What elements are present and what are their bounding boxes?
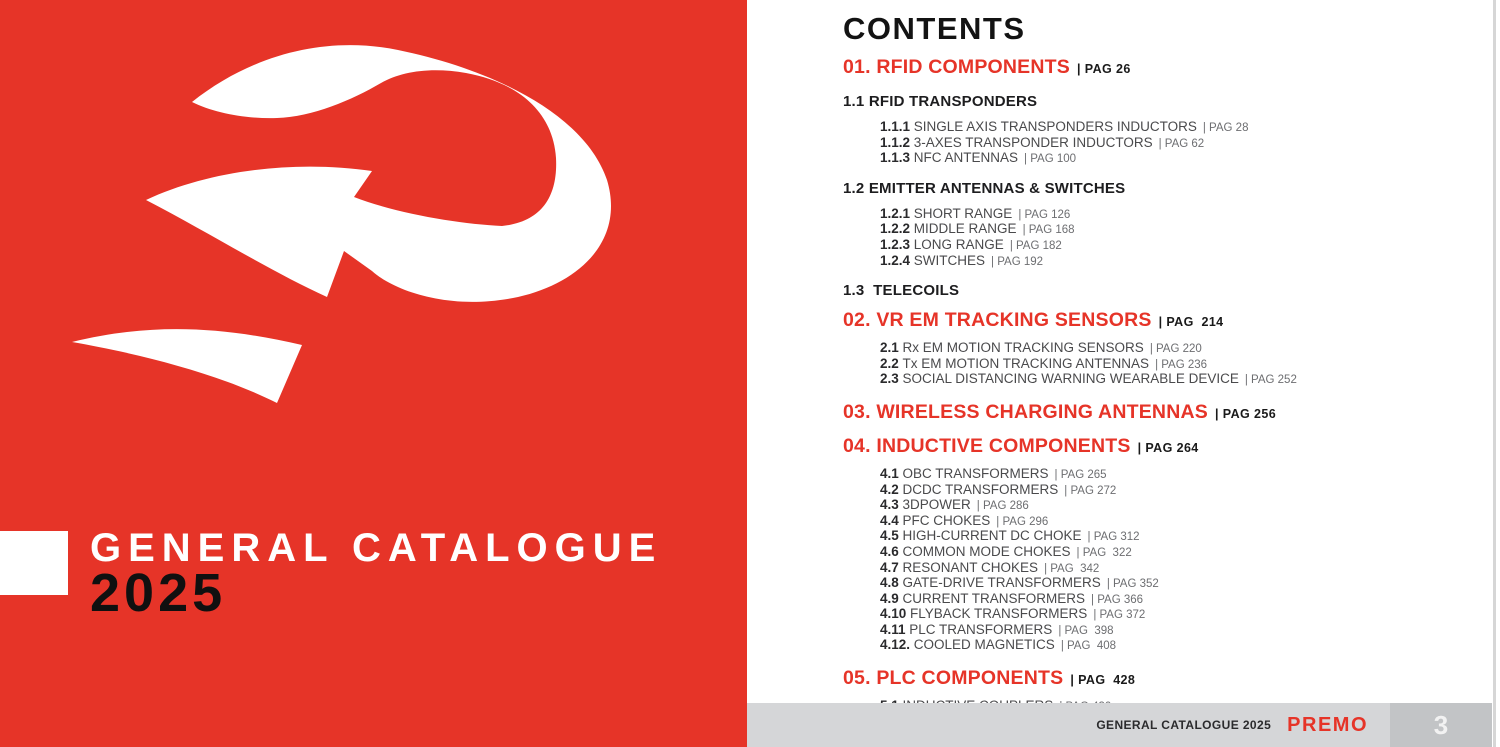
toc-item	[880, 607, 1493, 623]
toc-item-name: CURRENT TRANSFORMERS	[902, 590, 1086, 606]
toc-item-name: RESONANT CHOKES	[902, 559, 1039, 575]
toc-item-name: COOLED MAGNETICS	[913, 637, 1055, 653]
toc-item-pag: | PAG 272	[1064, 484, 1117, 497]
toc-item	[880, 467, 1493, 483]
cover-panel	[0, 0, 747, 747]
toc-item-pag: | PAG 296	[996, 515, 1049, 528]
toc-item-number: 4.6	[880, 543, 903, 559]
toc-item	[880, 136, 1493, 152]
toc-item-number: 4.9	[880, 590, 903, 606]
toc-sections	[843, 56, 1493, 730]
footer-catalogue-label: GENERAL CATALOGUE 2025	[1096, 718, 1272, 732]
toc-section-heading	[843, 56, 1493, 80]
cover-accent-square	[0, 531, 68, 595]
toc-item	[880, 483, 1493, 499]
page-number-badge	[1390, 703, 1492, 747]
toc-item-name: SOCIAL DISTANCING WARNING WEARABLE DEVICE	[902, 371, 1239, 387]
toc-item-number: 4.3	[880, 497, 903, 513]
toc-item-name: SWITCHES	[913, 252, 986, 268]
toc-item-name: FLYBACK TRANSFORMERS	[910, 606, 1088, 622]
toc-item	[880, 623, 1493, 639]
toc-section-pag: | PAG 26	[1077, 62, 1131, 76]
toc-section-pag: | PAG 256	[1214, 406, 1277, 421]
toc-group-heading: 1.3 TELECOILS	[843, 282, 960, 300]
toc-section-heading	[843, 435, 1493, 459]
toc-item-number: 4.10	[880, 606, 911, 622]
toc-item-pag: | PAG 398	[1058, 624, 1114, 637]
toc-item	[880, 151, 1493, 167]
toc-item-number: 1.1.3	[880, 150, 914, 166]
toc-item-name: Tx EM MOTION TRACKING ANTENNAS	[902, 355, 1150, 371]
toc-item-name: Rx EM MOTION TRACKING SENSORS	[902, 340, 1144, 356]
toc-item-name: NFC ANTENNAS	[913, 150, 1019, 166]
toc-item-pag: | PAG 408	[1060, 640, 1117, 653]
toc-item-name: MIDDLE RANGE	[913, 221, 1017, 237]
toc-item-pag: | PAG 342	[1044, 562, 1100, 575]
toc-item	[880, 120, 1493, 136]
toc-item-number: 1.2.3	[880, 236, 914, 252]
toc-section-pag: | PAG 428	[1070, 673, 1136, 688]
toc-item-number: 4.5	[880, 528, 903, 544]
toc-item-number: 1.1.2	[880, 134, 914, 150]
toc-item-list	[880, 341, 1493, 388]
toc-section-label: 03. WIRELESS CHARGING ANTENNAS	[843, 400, 1208, 423]
toc-item-list	[880, 207, 1493, 269]
toc-item-number: 4.4	[880, 512, 903, 528]
toc-item-name: 3DPOWER	[902, 497, 971, 513]
toc-item-pag: | PAG 236	[1155, 358, 1208, 371]
toc-item-number: 2.3	[880, 371, 903, 387]
toc-item-pag: | PAG 265	[1054, 468, 1107, 481]
toc-group-heading: 1.1 RFID TRANSPONDERS	[843, 93, 1038, 110]
cover-title-line2: 2025	[90, 563, 227, 623]
toc-item-pag: | PAG 220	[1149, 343, 1202, 356]
toc-item	[880, 498, 1493, 514]
toc-item-pag: | PAG 372	[1093, 609, 1146, 622]
toc-item-pag: | PAG 192	[991, 255, 1044, 268]
toc-item-name: COMMON MODE CHOKES	[902, 543, 1071, 559]
toc-item-number: 1.2.2	[880, 221, 914, 237]
toc-item-pag: | PAG 286	[976, 500, 1029, 513]
toc-item-list	[880, 467, 1493, 654]
toc-item	[880, 222, 1493, 238]
toc-section-label: 01. RFID COMPONENTS	[843, 56, 1070, 78]
toc-item-pag: | PAG 322	[1076, 546, 1132, 559]
toc-item-pag: | PAG 366	[1091, 593, 1144, 606]
toc-item	[880, 357, 1493, 373]
toc-item-pag: | PAG 312	[1087, 531, 1140, 544]
toc-section-pag: | PAG 264	[1137, 440, 1199, 455]
toc-section-heading	[843, 309, 1493, 333]
toc-item	[880, 592, 1493, 608]
toc-item	[880, 529, 1493, 545]
toc-item-pag: | PAG 182	[1009, 239, 1062, 252]
toc-item-number: 2.1	[880, 340, 903, 356]
toc-item-pag: | PAG 100	[1024, 153, 1077, 166]
toc-item	[880, 561, 1493, 577]
toc-item-number: 4.7	[880, 559, 903, 575]
toc-item-pag: | PAG 126	[1018, 208, 1071, 221]
toc-item-name: OBC TRANSFORMERS	[902, 465, 1049, 481]
toc-item-name: GATE-DRIVE TRANSFORMERS	[902, 575, 1101, 591]
toc-item	[880, 514, 1493, 530]
toc-item-name: DCDC TRANSFORMERS	[902, 481, 1059, 497]
toc-item-pag: | PAG 28	[1202, 122, 1249, 134]
toc-item-name: PLC TRANSFORMERS	[909, 621, 1053, 637]
toc-group-heading: 1.2 EMITTER ANTENNAS & SWITCHES	[843, 179, 1126, 197]
toc-section-pag: | PAG 214	[1158, 315, 1224, 330]
toc-item-number: 4.2	[880, 481, 903, 497]
toc-item-pag: | PAG 252	[1244, 374, 1297, 387]
table-of-contents	[843, 12, 1493, 743]
toc-item	[880, 638, 1493, 654]
toc-item-number: 2.2	[880, 355, 903, 371]
cover-title	[90, 526, 663, 623]
page-edge-line	[1493, 0, 1496, 747]
toc-item-name: LONG RANGE	[913, 236, 1004, 252]
toc-item-name: PFC CHOKES	[902, 512, 991, 528]
toc-item-number: 4.1	[880, 465, 903, 481]
toc-item-number: 4.12.	[880, 637, 914, 653]
toc-section-label: 05. PLC COMPONENTS	[843, 667, 1064, 690]
page-number: 3	[1433, 709, 1449, 740]
cover-title-line1: GENERAL CATALOGUE	[90, 526, 663, 570]
toc-item	[880, 372, 1493, 388]
toc-item-number: 4.8	[880, 575, 903, 591]
toc-item-number: 1.2.4	[880, 252, 914, 268]
toc-item-list	[880, 120, 1493, 167]
toc-section-label: 04. INDUCTIVE COMPONENTS	[843, 434, 1131, 457]
toc-section-label: 02. VR EM TRACKING SENSORS	[843, 309, 1152, 332]
toc-section-heading	[843, 401, 1493, 425]
toc-item-pag: | PAG 62	[1158, 137, 1205, 150]
toc-item	[880, 341, 1493, 357]
toc-item-number: 4.11	[880, 621, 910, 637]
toc-item-name: SHORT RANGE	[913, 205, 1013, 221]
toc-item-name: 3-AXES TRANSPONDER INDUCTORS	[913, 134, 1153, 150]
toc-item	[880, 254, 1493, 270]
toc-item	[880, 238, 1493, 254]
contents-title: CONTENTS	[843, 11, 1026, 46]
toc-item-name: SINGLE AXIS TRANSPONDERS INDUCTORS	[913, 119, 1197, 134]
toc-item-name: HIGH-CURRENT DC CHOKE	[902, 528, 1082, 544]
footer-premo-logo: PREMO	[1287, 713, 1368, 736]
toc-item-pag: | PAG 168	[1022, 224, 1075, 237]
toc-item-number: 1.2.1	[880, 205, 914, 221]
premo-logo-icon	[60, 30, 680, 430]
toc-item-pag: | PAG 352	[1106, 578, 1159, 591]
toc-item	[880, 207, 1493, 223]
toc-item	[880, 576, 1493, 592]
toc-item	[880, 545, 1493, 561]
footer-bar	[747, 703, 1492, 747]
toc-item-number: 1.1.1	[880, 119, 914, 134]
toc-section-heading	[843, 667, 1493, 691]
